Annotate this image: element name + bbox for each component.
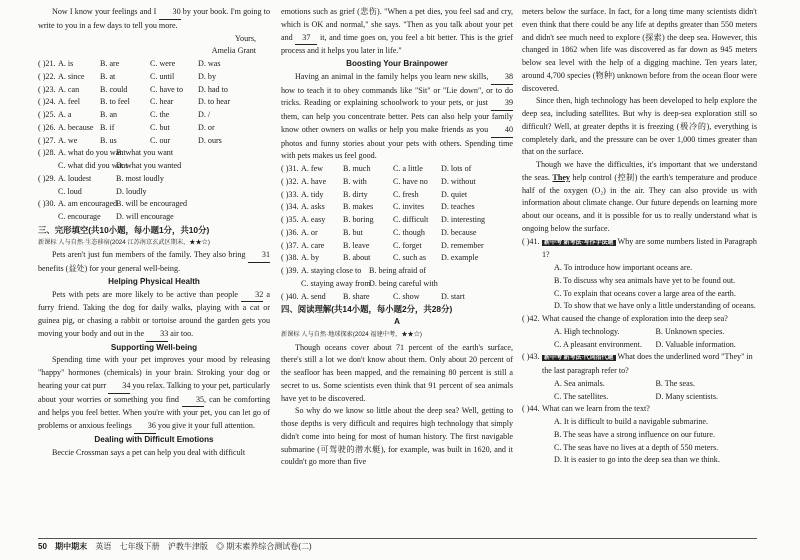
edition: 沪教牛津版 (167, 542, 208, 551)
option-row: ( )25. A. a B. an C. the D. / (38, 110, 211, 119)
answer-option: B. The seas have a strong influence on our future. (554, 429, 716, 439)
option-row: ( )21. A. is B. are C. were D. was (38, 59, 221, 68)
option-row: C. loud D. loudly (58, 186, 147, 196)
answer-option: C. To explain that oceans cover a large area of the earth. (554, 288, 736, 298)
cloze-paragraph: Pets with pets are more likely to be active than people 32 a furry friend. Taking the dog for daily walks, playing with a cat or guinea pig, or chasing a rabbit or tortoise around the garden gets you moving your body and out in the 33 air too. (38, 289, 270, 342)
option-row: ( )38. A. by B. about C. such as D. example (281, 253, 479, 263)
test-title: ◎ 期末素养综合测试卷(二) (216, 542, 312, 551)
option-row: ( )37. A. care B. leave C. forget D. remember (281, 240, 484, 250)
letter-closing: Yours, (235, 33, 256, 43)
option-row: ( )26. A. because B. if C. but D. or (38, 122, 215, 132)
question-tag: 新中考 新考法·写作手法题 (544, 239, 614, 246)
option-row: ( )35. A. easy B. boring C. difficult D. interesting (281, 215, 486, 224)
answer-options: C. A pleasant environment. D. Valuable information. (554, 339, 736, 349)
blank-38: 38 (491, 71, 513, 85)
heading-difficult-emotions: Dealing with Difficult Emotions (94, 434, 214, 444)
reading-paragraph: meters below the surface. In fact, for a long time many scientists didn't even think that there could be any life at depths greater than 550 meters and didn't see much need to explore (探索) the deep sea. However, this changed in 1862 when life was discovered as far down as 945 meters below sea level with the help of a digging machine. Ten years later, around 4,700 species (物种) unknown before from the ocean floor were discovered. (522, 7, 757, 93)
blank-32: 32 (241, 289, 263, 303)
answer-options: A. Sea animals. B. The seas. (554, 378, 695, 388)
series-name: 期中期末 (55, 542, 88, 551)
question-42: ( )42. What caused the change of exploration into the deep sea? A. High technology. B. Unknown species. C. A pleasant environment. D. Valuable information. (522, 313, 757, 351)
cloze-paragraph: Pets aren't just fun members of the family. They also bring 31 benefits (益处) for your general well-being. (38, 250, 270, 273)
section-four-tag: 新课标 人与自然·地球探索(2024 福建中考，★★☆) (281, 330, 422, 338)
options-21-27 (38, 58, 270, 224)
option-row: C. what did you want D. what you wanted (58, 161, 182, 170)
question-41: ( )41. 新中考 新考法·写作手法题 Why are some numbers listed in Paragraph 1? A. To introduce how important oceans are. B. To discuss why sea animals have yet to be found out. C. To explain that oceans cover a large area of the earth. D. To show that we have only a little understanding of oceans. (522, 236, 757, 314)
section-four-title: 四、阅读理解(共14小题，每小题2分，共28分) (281, 304, 453, 315)
heading-brainpower: Boosting Your Brainpower (346, 59, 448, 68)
option-row: ( )40. A. send B. share C. show D. start (281, 291, 465, 301)
column-middle (281, 6, 513, 469)
grade: 七年级下册 (119, 542, 160, 551)
option-row: ( )34. A. asks B. makes C. invites D. teaches (281, 202, 475, 212)
blank-35: 35 (182, 394, 204, 408)
answer-option: B. To discuss why sea animals have yet to be found out. (554, 275, 736, 285)
cloze-paragraph: Spending time with your pet improves your mood by releasing "happy" hormones (chemicals) in your brain. Stroking your dog or hearing your cat purr 34 you relax. Talking to your pet, particularly about your worries or something you find 35, can be comforting and helps you feel better. When you're with your pet, you can let go of problems or anxious feelings 36 you give it your full attention. (38, 354, 270, 434)
section-three-title: 三、完形填空(共10小题，每小题1分，共10分) (38, 224, 210, 235)
cloze-paragraph: emotions such as grief (悲伤). "When a pet dies, you feel sad and cry, which is OK and normal," she says. "Then as you talk about your pet and 37 it, and time goes on, you feel a bit better. This is the grief process and it helps you later in life." (281, 7, 513, 56)
answer-options: C. The satellites. D. Many scientists. (554, 391, 718, 401)
option-row: ( )24. A. feel B. to feel C. hear D. to hear (38, 97, 231, 107)
option-row: ( )29. A. loudest B. most loudly (38, 173, 164, 183)
option-row: ( )32. A. have B. with C. have no D. without (281, 176, 476, 186)
column-left (38, 6, 270, 459)
blank-40: 40 (491, 124, 513, 138)
blank-36: 36 (134, 420, 156, 434)
section-three-tag: 新课标 人与自然·生态移宿(2024 江苏南京玄武区期末，★★☆) (38, 238, 210, 246)
blank-39: 39 (491, 97, 513, 111)
footer-divider (38, 538, 757, 539)
passage-letter: A (394, 317, 400, 326)
answer-option: A. To introduce how important oceans are. (554, 263, 693, 272)
question-tag: 新中考 新考法·代词指代题 (544, 355, 614, 362)
blank-31: 31 (248, 249, 270, 263)
options-31-40 (281, 163, 513, 303)
option-row: ( )31. A. few B. much C. a little D. lots of (281, 164, 472, 173)
letter-paragraph: Now I know your feelings and I 30 by your book. I'm going to write to you in a few days to tell you more. (38, 7, 270, 30)
underlined-word-they: They (552, 172, 570, 182)
blank-30: 30 (159, 6, 181, 20)
reading-paragraph: Though oceans cover about 71 percent of the earth's surface, there's still a lot we don't know about them. Only about 20 percent of the seafloor has been mapped, and the remaining 80 percent is still a secret to us. Some scientists even think that 91 percent of sea animals have yet to be discovered. (281, 342, 513, 403)
subject: 英语 (95, 542, 112, 551)
page-number: 50 (38, 542, 47, 551)
reading-paragraph: Though we have the difficulties, it's important that we understand the seas. They help control (控制) the earth's temperature and produce half of the oxygen (O₂) in the air. They can also provide us with information about climate change. Our future depends on learning more about our oceans, and it is possible for us to really understand what is ongoing below the surface. (522, 160, 757, 233)
cloze-paragraph: Beccie Crossman says a pet can help you deal with difficult (52, 447, 246, 457)
page-footer (38, 541, 312, 552)
option-row: ( )28. A. what do you want B. what you want (38, 148, 174, 158)
letter-signature: Amelia Grant (211, 46, 256, 56)
answer-options: A. High technology. B. Unknown species. (554, 326, 725, 336)
reading-paragraph: Since then, high technology has been developed to help explore the deep sea, including satellites. But why is deep-sea exploration still so difficult? Well, at greater depths it is freezing (极冷的), everything is completely dark, and the pressure can be over 1,000 times greater than that on the surface. (522, 96, 757, 157)
answer-option: D. It is easier to go into the deep sea than we think. (554, 455, 720, 465)
option-row: C. staying away from D. being careful with (301, 278, 438, 288)
answer-option: C. The seas have no lives at a depth of 550 meters. (554, 442, 719, 452)
cloze-paragraph: Having an animal in the family helps you learn new skills, 38 how to teach it to obey commands like "Sit" or "Lie down", or to do tricks. Reading or explaining schoolwork to your pets, or just 39 them, can help you concentrate better. Pets can also help your family know other owners on walks or help you make friends as you 40 photos and funny stories about your pets with others. Spending time with pets makes us feel good. (281, 71, 513, 161)
column-right (522, 6, 757, 467)
option-row: ( )27. A. we B. us C. our D. ours (38, 135, 222, 145)
option-row: ( )39. A. staying close to B. being afraid of (281, 266, 427, 275)
blank-37: 37 (295, 32, 317, 46)
option-row: ( )36. A. or B. but C. though D. because (281, 227, 477, 237)
option-row: ( )33. A. tidy B. dirty C. fresh D. quiet (281, 189, 468, 199)
question-43: ( )43. 新中考 新考法·代词指代题 What does the underlined word "They" in the last paragraph refer to? A. Sea animals. B. The seas. C. The satellites. D. Many scientists. (522, 351, 757, 403)
question-44: ( )44. What can we learn from the text? A. It is difficult to build a navigable submarine. B. The seas have a strong influence on our future. C. The seas have no lives at a depth of 550 meters. D. It is easier to go into the deep sea than we think. (522, 403, 757, 467)
blank-34: 34 (108, 380, 130, 394)
option-row: C. encourage D. will encourage (58, 212, 174, 221)
answer-option: A. It is difficult to build a navigable submarine. (554, 417, 709, 426)
option-row: ( )22. A. since B. at C. until D. by (38, 71, 216, 81)
option-row: ( )23. A. can B. could C. have to D. had to (38, 84, 228, 94)
heading-well-being: Supporting Well-being (110, 342, 198, 352)
answer-option: D. To show that we have only a little understanding of oceans. (554, 301, 756, 311)
reading-paragraph: So why do we know so little about the deep sea? Well, getting to those depths is very difficult and requires high technology that simply didn't come into being for most of human history. The first navigable submarine (可驾驶的潜水艇), for example, was built in 1620, and it couldn't go more than five (281, 406, 513, 467)
option-row: ( )30. A. am encouraged B. will be encouraged (38, 199, 188, 209)
heading-physical-health: Helping Physical Health (108, 276, 200, 286)
blank-33: 33 (146, 328, 168, 342)
